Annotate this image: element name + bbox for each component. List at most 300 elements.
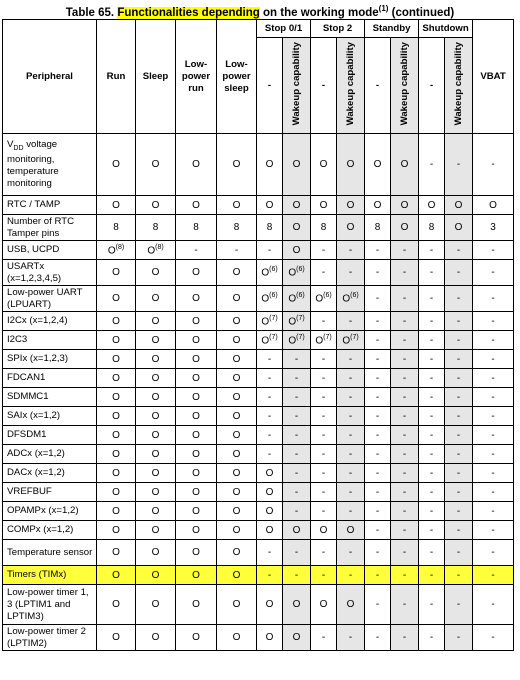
mode-cell: -	[337, 464, 365, 483]
footnote-ref: (7)	[296, 333, 305, 341]
mode-cell: -	[365, 445, 391, 464]
mode-cell: O	[97, 312, 136, 331]
mode-cell: -	[445, 566, 473, 585]
mode-cell: O	[311, 196, 337, 215]
mode-cell: -	[257, 241, 283, 260]
standby-wakeup-header	[391, 38, 419, 134]
col-run: Run	[97, 20, 136, 134]
mode-cell: -	[283, 566, 311, 585]
mode-cell: -	[419, 426, 445, 445]
col-stop2: Stop 2	[311, 20, 365, 38]
mode-cell: -	[473, 407, 514, 426]
mode-cell: -	[337, 388, 365, 407]
table-row	[3, 369, 514, 388]
mode-cell: O	[217, 483, 257, 502]
mode-cell: O	[217, 464, 257, 483]
mode-cell: O	[257, 134, 283, 196]
peripheral-name: Number of RTC Tamper pins	[3, 215, 97, 241]
mode-cell: O	[217, 286, 257, 312]
stop2-wakeup-header	[337, 38, 365, 134]
mode-cell: O	[217, 369, 257, 388]
mode-cell: O	[337, 196, 365, 215]
shutdown-mode-header: -	[419, 38, 445, 134]
peripheral-name: Low-power UART (LPUART)	[3, 286, 97, 312]
mode-cell: O	[97, 260, 136, 286]
mode-cell: -	[473, 566, 514, 585]
mode-cell: -	[419, 312, 445, 331]
mode-cell: -	[473, 369, 514, 388]
mode-cell: O	[136, 350, 176, 369]
mode-cell: O	[136, 625, 176, 651]
mode-cell: -	[445, 407, 473, 426]
mode-cell: O	[136, 286, 176, 312]
table-title-prefix: Table 65.	[65, 6, 118, 19]
mode-cell: -	[419, 369, 445, 388]
mode-cell: -	[337, 407, 365, 426]
footnote-ref: (7)	[296, 314, 305, 322]
table-row	[3, 502, 514, 521]
mode-cell: -	[419, 585, 445, 625]
mode-cell: -	[257, 388, 283, 407]
col-shutdown: Shutdown	[419, 20, 473, 38]
mode-cell: O	[97, 483, 136, 502]
mode-cell: O	[136, 260, 176, 286]
mode-cell: -	[419, 260, 445, 286]
col-vbat: VBAT	[473, 20, 514, 134]
mode-cell: -	[337, 350, 365, 369]
col-peripheral: Peripheral	[3, 20, 97, 134]
mode-cell: -	[311, 426, 337, 445]
mode-cell: O	[176, 369, 217, 388]
mode-cell: -	[311, 369, 337, 388]
mode-cell: O	[176, 566, 217, 585]
mode-cell: -	[445, 464, 473, 483]
mode-cell: O	[176, 426, 217, 445]
table-row	[3, 134, 514, 196]
mode-cell: O	[97, 521, 136, 540]
peripheral-name: SPIx (x=1,2,3)	[3, 350, 97, 369]
mode-cell: O	[283, 196, 311, 215]
table-title-suffix: on the working mode	[259, 6, 379, 19]
col-standby: Standby	[365, 20, 419, 38]
mode-cell: -	[365, 521, 391, 540]
table-row	[3, 388, 514, 407]
mode-cell: -	[365, 369, 391, 388]
mode-cell: O	[217, 445, 257, 464]
mode-cell: O	[176, 445, 217, 464]
mode-cell: -	[419, 464, 445, 483]
mode-cell: -	[257, 350, 283, 369]
mode-cell: O	[217, 502, 257, 521]
mode-cell: O	[365, 196, 391, 215]
mode-cell: 8	[419, 215, 445, 241]
mode-cell: -	[365, 625, 391, 651]
mode-cell: O	[176, 407, 217, 426]
mode-cell: -	[337, 241, 365, 260]
mode-cell: $O^{(6)}$	[337, 286, 365, 312]
mode-cell: O	[97, 502, 136, 521]
mode-cell: -	[391, 445, 419, 464]
footnote-ref: (7)	[350, 333, 359, 341]
mode-cell: O	[283, 134, 311, 196]
mode-cell: O	[217, 521, 257, 540]
mode-cell: -	[391, 260, 419, 286]
mode-cell: O	[419, 196, 445, 215]
mode-cell: O	[176, 286, 217, 312]
mode-cell: -	[391, 464, 419, 483]
mode-cell: O	[136, 483, 176, 502]
mode-cell: -	[257, 407, 283, 426]
title-footnote-ref: (1)	[378, 4, 389, 13]
mode-cell: -	[176, 241, 217, 260]
mode-cell: -	[391, 388, 419, 407]
mode-cell: -	[391, 407, 419, 426]
mode-cell: -	[473, 312, 514, 331]
mode-cell: -	[419, 566, 445, 585]
mode-cell: -	[419, 625, 445, 651]
mode-cell: -	[473, 625, 514, 651]
mode-cell: -	[391, 483, 419, 502]
mode-cell: O	[337, 134, 365, 196]
peripheral-name: USB, UCPD	[3, 241, 97, 260]
mode-cell: O	[97, 196, 136, 215]
mode-cell: O	[257, 502, 283, 521]
mode-cell: -	[283, 369, 311, 388]
peripheral-name: $V_{DD}$ voltage monitoring, temperature monitoring	[3, 134, 97, 196]
mode-cell: O	[97, 426, 136, 445]
mode-cell: O	[97, 388, 136, 407]
mode-cell: -	[337, 260, 365, 286]
mode-cell: -	[365, 388, 391, 407]
mode-cell: -	[337, 540, 365, 566]
peripheral-name: OPAMPx (x=1,2)	[3, 502, 97, 521]
shutdown-wakeup-header	[445, 38, 473, 134]
mode-cell: -	[391, 312, 419, 331]
mode-cell: -	[419, 483, 445, 502]
footnote-ref: (6)	[296, 292, 305, 300]
footnote-ref: (7)	[269, 314, 278, 322]
peripheral-name: Low-power timer 2 (LPTIM2)	[3, 625, 97, 651]
mode-cell: -	[257, 566, 283, 585]
mode-cell: O	[176, 134, 217, 196]
table-row	[3, 331, 514, 350]
mode-cell: -	[311, 540, 337, 566]
mode-cell: -	[365, 426, 391, 445]
mode-cell: -	[473, 350, 514, 369]
mode-cell: O	[337, 585, 365, 625]
mode-cell: O	[136, 445, 176, 464]
mode-cell: O	[217, 388, 257, 407]
mode-cell: O	[217, 312, 257, 331]
footnote-ref: (6)	[269, 266, 278, 274]
table-row	[3, 407, 514, 426]
mode-cell: $O^{(8)}$	[97, 241, 136, 260]
mode-cell: -	[365, 312, 391, 331]
mode-cell: -	[473, 521, 514, 540]
col-lp-run: Low-power run	[176, 20, 217, 134]
table-row	[3, 196, 514, 215]
mode-cell: -	[257, 369, 283, 388]
mode-cell: -	[419, 134, 445, 196]
mode-cell: -	[445, 540, 473, 566]
mode-cell: O	[445, 196, 473, 215]
mode-cell: -	[445, 426, 473, 445]
mode-cell: O	[176, 502, 217, 521]
mode-cell: -	[283, 464, 311, 483]
peripheral-name: Low-power timer 1, 3 (LPTIM1 and LPTIM3)	[3, 585, 97, 625]
table-row	[3, 215, 514, 241]
mode-cell: O	[337, 215, 365, 241]
footnote-ref: (6)	[350, 292, 359, 300]
mode-cell: -	[311, 566, 337, 585]
mode-cell: O	[136, 426, 176, 445]
mode-cell: -	[419, 350, 445, 369]
mode-cell: -	[473, 585, 514, 625]
mode-cell: O	[136, 521, 176, 540]
mode-cell: -	[473, 540, 514, 566]
mode-cell: O	[176, 540, 217, 566]
mode-cell: O	[391, 215, 419, 241]
peripheral-name: RTC / TAMP	[3, 196, 97, 215]
mode-cell: O	[473, 196, 514, 215]
mode-cell: O	[283, 521, 311, 540]
mode-cell: -	[473, 388, 514, 407]
mode-cell: -	[391, 502, 419, 521]
mode-cell: -	[283, 540, 311, 566]
mode-cell: -	[445, 521, 473, 540]
mode-cell: -	[337, 625, 365, 651]
mode-cell: O	[176, 388, 217, 407]
mode-cell: O	[136, 134, 176, 196]
mode-cell: -	[473, 241, 514, 260]
mode-cell: -	[283, 502, 311, 521]
mode-cell: O	[136, 540, 176, 566]
mode-cell: -	[283, 388, 311, 407]
mode-cell: -	[473, 286, 514, 312]
mode-cell: O	[217, 350, 257, 369]
mode-cell: -	[391, 286, 419, 312]
mode-cell: O	[445, 215, 473, 241]
mode-cell: -	[419, 445, 445, 464]
mode-cell: $O^{(7)}$	[257, 331, 283, 350]
mode-cell: -	[391, 585, 419, 625]
highlighted-title-text: Functionalities depending	[117, 6, 260, 19]
mode-cell: O	[176, 521, 217, 540]
mode-cell: O	[257, 521, 283, 540]
footnote-ref: (6)	[269, 292, 278, 300]
mode-cell: 8	[365, 215, 391, 241]
mode-cell: O	[97, 625, 136, 651]
wakeup-capability-label: Wakeup capability	[344, 41, 356, 126]
mode-cell: 8	[217, 215, 257, 241]
mode-cell: O	[176, 350, 217, 369]
mode-cell: O	[136, 312, 176, 331]
mode-cell: 8	[136, 215, 176, 241]
mode-cell: O	[176, 464, 217, 483]
footnote-ref: (8)	[115, 243, 125, 251]
mode-cell: O	[257, 464, 283, 483]
mode-cell: -	[391, 566, 419, 585]
mode-cell: -	[419, 407, 445, 426]
mode-cell: -	[473, 260, 514, 286]
peripheral-name: I2C3	[3, 331, 97, 350]
mode-cell: O	[257, 196, 283, 215]
mode-cell: O	[311, 585, 337, 625]
mode-cell: -	[365, 241, 391, 260]
mode-cell: 8	[97, 215, 136, 241]
mode-cell: -	[365, 331, 391, 350]
footnote-ref: (8)	[155, 243, 164, 251]
mode-cell: -	[365, 350, 391, 369]
mode-cell: 8	[257, 215, 283, 241]
mode-cell: -	[391, 426, 419, 445]
mode-cell: O	[136, 464, 176, 483]
peripheral-name: COMPx (x=1,2)	[3, 521, 97, 540]
mode-cell: -	[283, 407, 311, 426]
mode-cell: -	[311, 388, 337, 407]
table-row	[3, 426, 514, 445]
col-stop01: Stop 0/1	[257, 20, 311, 38]
mode-cell: -	[365, 464, 391, 483]
mode-cell: $O^{(7)}$	[283, 312, 311, 331]
mode-cell: O	[217, 260, 257, 286]
mode-cell: -	[365, 483, 391, 502]
mode-cell: O	[97, 134, 136, 196]
mode-cell: -	[445, 625, 473, 651]
mode-cell: -	[391, 521, 419, 540]
peripheral-name: FDCAN1	[3, 369, 97, 388]
table-row	[3, 350, 514, 369]
mode-cell: O	[136, 196, 176, 215]
mode-cell: O	[97, 286, 136, 312]
mode-cell: -	[365, 407, 391, 426]
mode-cell: -	[473, 483, 514, 502]
mode-cell: -	[311, 464, 337, 483]
mode-cell: O	[217, 426, 257, 445]
mode-cell: -	[391, 331, 419, 350]
mode-cell: -	[445, 350, 473, 369]
mode-cell: 3	[473, 215, 514, 241]
mode-cell: -	[365, 566, 391, 585]
mode-cell: -	[311, 445, 337, 464]
mode-cell: O	[257, 585, 283, 625]
table-title	[0, 2, 520, 20]
peripheral-name: Timers (TIMx)	[3, 566, 97, 585]
mode-cell: -	[217, 241, 257, 260]
mode-cell: O	[136, 502, 176, 521]
mode-cell: -	[337, 566, 365, 585]
footnote-ref: (7)	[323, 333, 332, 341]
mode-cell: O	[97, 566, 136, 585]
mode-cell: -	[311, 407, 337, 426]
mode-cell: $O^{(6)}$	[257, 286, 283, 312]
mode-cell: -	[337, 502, 365, 521]
mode-cell: -	[445, 369, 473, 388]
mode-cell: -	[473, 331, 514, 350]
mode-cell: O	[311, 134, 337, 196]
standby-mode-header: -	[365, 38, 391, 134]
col-lp-sleep: Low-power sleep	[217, 20, 257, 134]
mode-cell: -	[419, 241, 445, 260]
mode-cell: O	[176, 625, 217, 651]
mode-cell: -	[419, 521, 445, 540]
mode-cell: $O^{(6)}$	[283, 286, 311, 312]
mode-cell: O	[97, 407, 136, 426]
mode-cell: O	[365, 134, 391, 196]
mode-cell: $O^{(7)}$	[257, 312, 283, 331]
mode-cell: -	[365, 540, 391, 566]
mode-cell: -	[445, 388, 473, 407]
mode-cell: O	[217, 134, 257, 196]
mode-cell: $O^{(7)}$	[311, 331, 337, 350]
peripheral-name: DFSDM1	[3, 426, 97, 445]
mode-cell: O	[176, 312, 217, 331]
mode-cell: O	[97, 540, 136, 566]
table-row	[3, 566, 514, 585]
mode-cell: O	[311, 521, 337, 540]
peripheral-name: USARTx (x=1,2,3,4,5)	[3, 260, 97, 286]
mode-cell: O	[391, 134, 419, 196]
mode-cell: O	[217, 331, 257, 350]
mode-cell: O	[136, 407, 176, 426]
mode-cell: -	[445, 286, 473, 312]
mode-cell: -	[365, 585, 391, 625]
mode-cell: O	[97, 350, 136, 369]
wakeup-capability-label: Wakeup capability	[398, 41, 410, 126]
mode-cell: -	[419, 388, 445, 407]
mode-cell: -	[445, 331, 473, 350]
peripheral-name: VREFBUF	[3, 483, 97, 502]
mode-cell: O	[337, 521, 365, 540]
col-sleep: Sleep	[136, 20, 176, 134]
mode-cell: O	[136, 566, 176, 585]
mode-cell: O	[257, 483, 283, 502]
mode-cell: -	[419, 540, 445, 566]
mode-cell: -	[283, 445, 311, 464]
mode-cell: -	[365, 286, 391, 312]
mode-cell: -	[391, 369, 419, 388]
mode-cell: O	[283, 625, 311, 651]
mode-cell: -	[445, 585, 473, 625]
mode-cell: -	[445, 260, 473, 286]
mode-cell: -	[311, 483, 337, 502]
mode-cell: -	[337, 312, 365, 331]
stop01-wakeup-header	[283, 38, 311, 134]
mode-cell: -	[419, 331, 445, 350]
mode-cell: -	[445, 502, 473, 521]
mode-cell: O	[283, 241, 311, 260]
mode-cell: O	[217, 625, 257, 651]
mode-cell: -	[283, 426, 311, 445]
mode-cell: -	[391, 241, 419, 260]
peripheral-name: Temperature sensor	[3, 540, 97, 566]
stop01-mode-header: -	[257, 38, 283, 134]
mode-cell: -	[445, 134, 473, 196]
mode-cell: O	[176, 483, 217, 502]
mode-cell: -	[311, 241, 337, 260]
mode-cell: -	[257, 540, 283, 566]
peripheral-name: SAIx (x=1,2)	[3, 407, 97, 426]
mode-cell: -	[337, 426, 365, 445]
mode-cell: -	[311, 312, 337, 331]
mode-cell: -	[311, 625, 337, 651]
mode-cell: -	[311, 502, 337, 521]
table-row	[3, 521, 514, 540]
mode-cell: -	[445, 241, 473, 260]
mode-cell: O	[217, 196, 257, 215]
mode-cell: O	[217, 407, 257, 426]
mode-cell: O	[136, 331, 176, 350]
